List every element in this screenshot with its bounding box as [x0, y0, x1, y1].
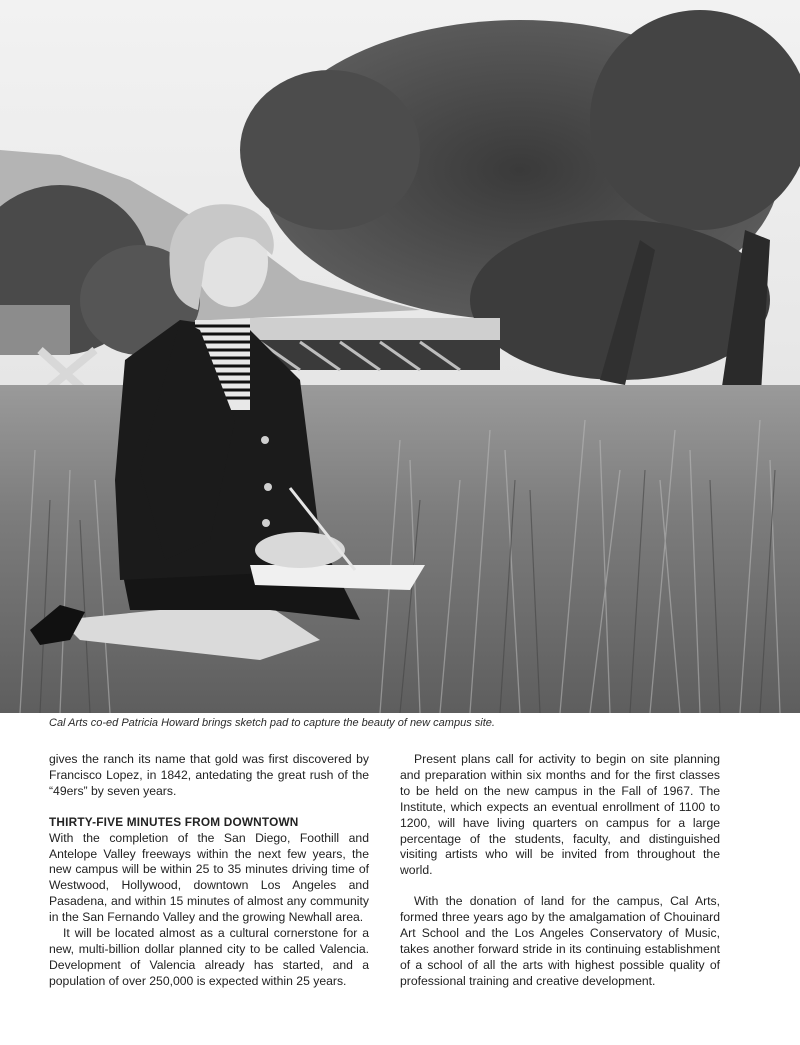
left-text-column [49, 752, 369, 990]
right-text-column [400, 752, 720, 990]
left-paragraph-2: With the completion of the San Diego, Foothill and Antelope Valley freeways within the next few years, the new campus will be within 25 to 35 minutes driving time of Westwood, Hollywood, downtown Los Angeles and Pasadena, and within 15 minutes of almost any community in the San Fernando Valley and the growing Newhall area. [49, 830, 369, 925]
right-paragraph-1: Present plans call for activity to begin on site planning and preparation within six months and for the first classes to be held on the new campus in the Fall of 1967. The Institute, which expects an eventual enrollment of 1100 to 1200, will have living quarters on campus for a large percentage of the students, faculty, and distinguished visiting artists who will be invited from throughout the world. [400, 752, 720, 878]
photo-caption: Cal Arts co-ed Patricia Howard brings sketch pad to capture the beauty of new campus site. [49, 717, 495, 729]
section-heading: THIRTY-FIVE MINUTES FROM DOWNTOWN [49, 814, 299, 829]
right-paragraph-2: With the donation of land for the campus, Cal Arts, formed three years ago by the amalgamation of Chouinard Art School and the Los Angeles Conservatory of Music, takes another forward stride in its continuing establishment of a school of all the arts with highest possible quality of professional training and creative development. [400, 894, 720, 988]
left-paragraph-3: It will be located almost as a cultural cornerstone for a new, multi-billion dollar planned city to be called Valencia. Development of Valencia already has started, and a population of over 250,000 is expected within 25 years. [49, 926, 369, 988]
left-paragraph-1: gives the ranch its name that gold was first discovered by Francisco Lopez, in 1842, antedating the great rush of the “49ers” by seven years. [49, 752, 369, 798]
